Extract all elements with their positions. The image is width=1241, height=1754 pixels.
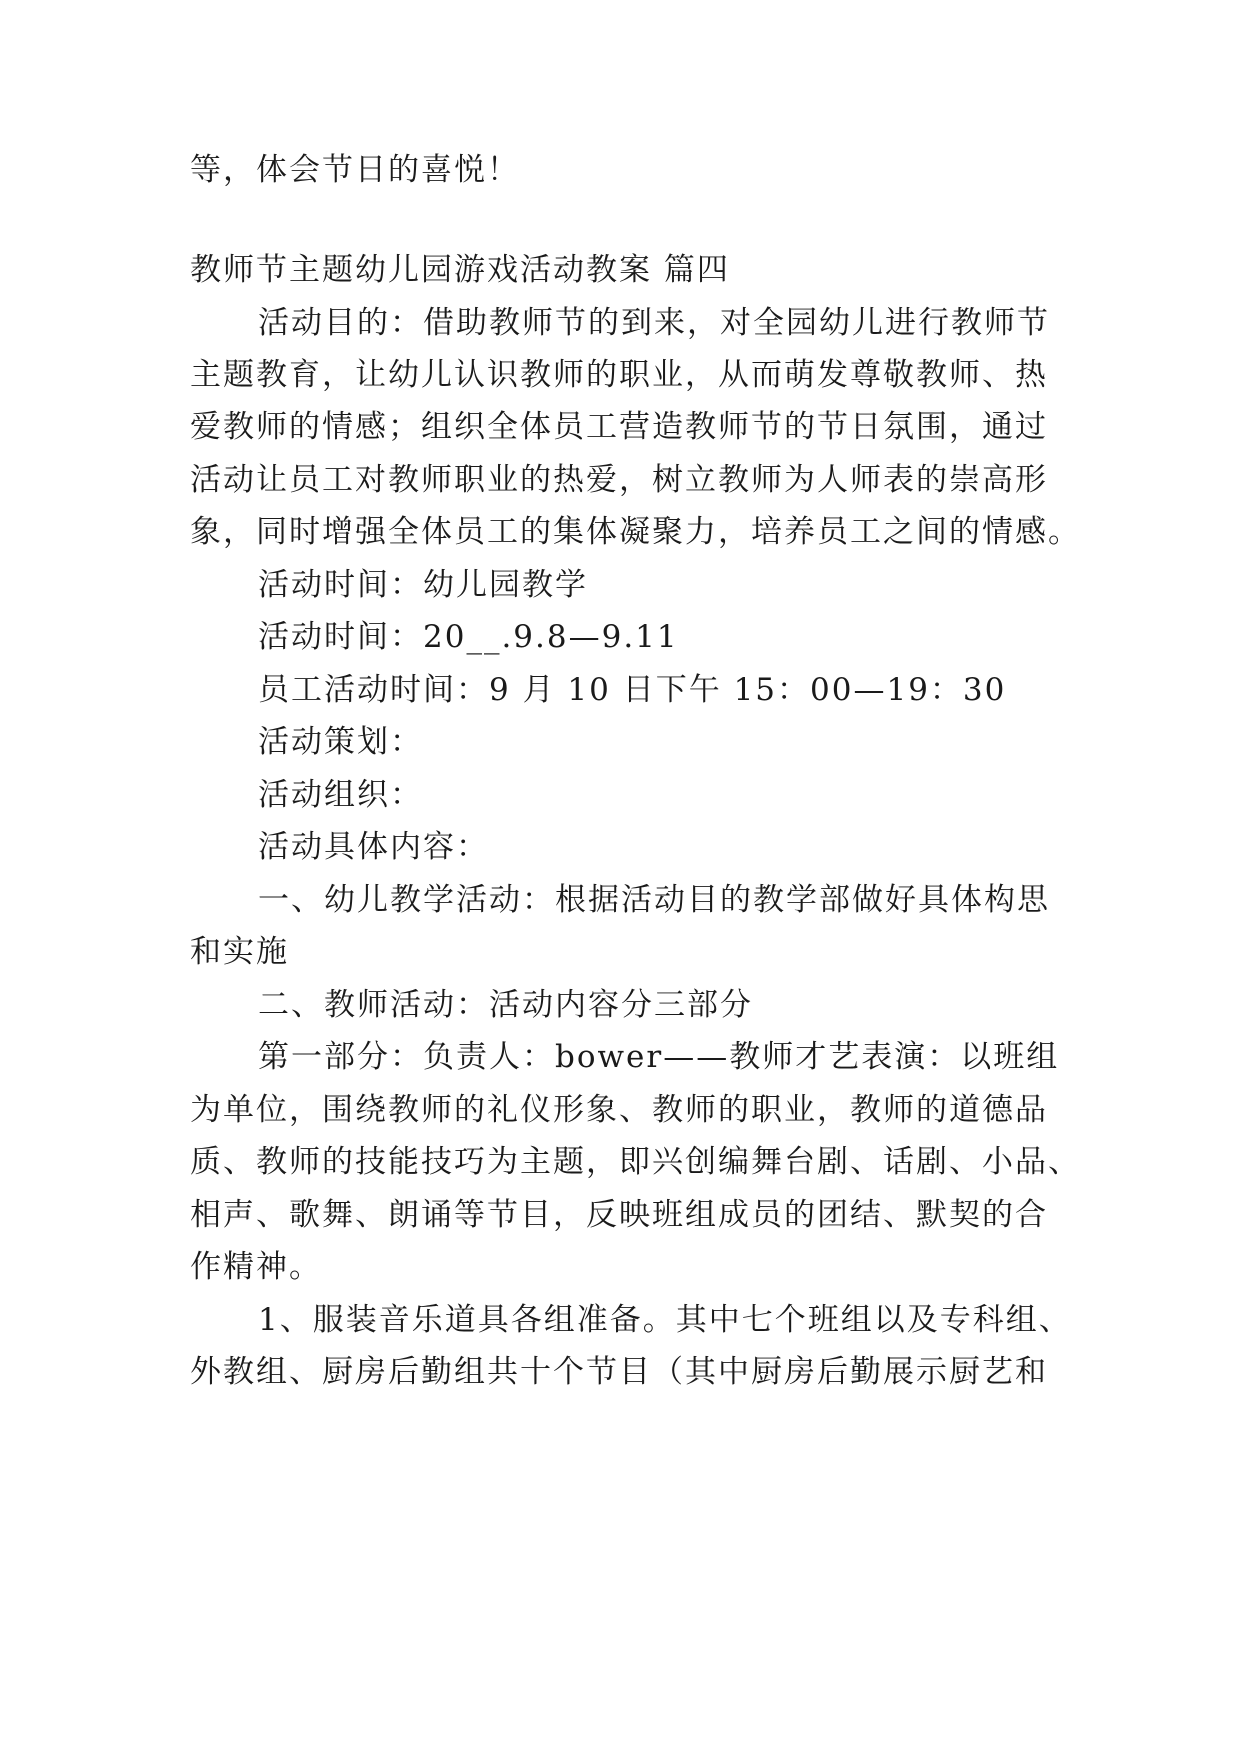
text-line: 活动目的：借助教师节的到来，对全园幼儿进行教师节 <box>258 305 1050 341</box>
text-line: 活动组织： <box>258 777 423 813</box>
text-line: 等，体会节日的喜悦！ <box>190 152 520 188</box>
text-line: 主题教育，让幼儿认识教师的职业，从而萌发尊敬教师、热 <box>190 357 1048 393</box>
text-line: 员工活动时间：9 月 10 日下午 15：00—19：30 <box>258 672 1007 708</box>
text-line: 作精神。 <box>190 1249 322 1285</box>
text-line: 1、服装音乐道具各组准备。其中七个班组以及专科组、 <box>258 1302 1072 1338</box>
text-line: 活动时间：幼儿园教学 <box>258 567 588 603</box>
text-line: 活动策划： <box>258 724 423 760</box>
text-line: 活动时间：20__.9.8—9.11 <box>258 619 679 655</box>
text-line: 活动让员工对教师职业的热爱，树立教师为人师表的崇高形 <box>190 462 1048 498</box>
text-line: 爱教师的情感；组织全体员工营造教师节的节日氛围，通过 <box>190 409 1048 445</box>
text-line: 相声、歌舞、朗诵等节目，反映班组成员的团结、默契的合 <box>190 1197 1048 1233</box>
text-line: 为单位，围绕教师的礼仪形象、教师的职业，教师的道德品 <box>190 1092 1048 1128</box>
text-line: 外教组、厨房后勤组共十个节目（其中厨房后勤展示厨艺和 <box>190 1354 1048 1390</box>
text-line: 一、幼儿教学活动：根据活动目的教学部做好具体构思 <box>258 882 1050 918</box>
text-line: 二、教师活动：活动内容分三部分 <box>258 987 753 1023</box>
text-line: 象，同时增强全体员工的集体凝聚力，培养员工之间的情感。 <box>190 514 1081 550</box>
text-line: 质、教师的技能技巧为主题，即兴创编舞台剧、话剧、小品、 <box>190 1144 1081 1180</box>
text-line: 第一部分：负责人：bower——教师才艺表演：以班组 <box>258 1039 1060 1075</box>
section-heading: 教师节主题幼儿园游戏活动教案 篇四 <box>190 252 730 288</box>
text-line: 活动具体内容： <box>258 829 489 865</box>
text-line: 和实施 <box>190 934 289 970</box>
